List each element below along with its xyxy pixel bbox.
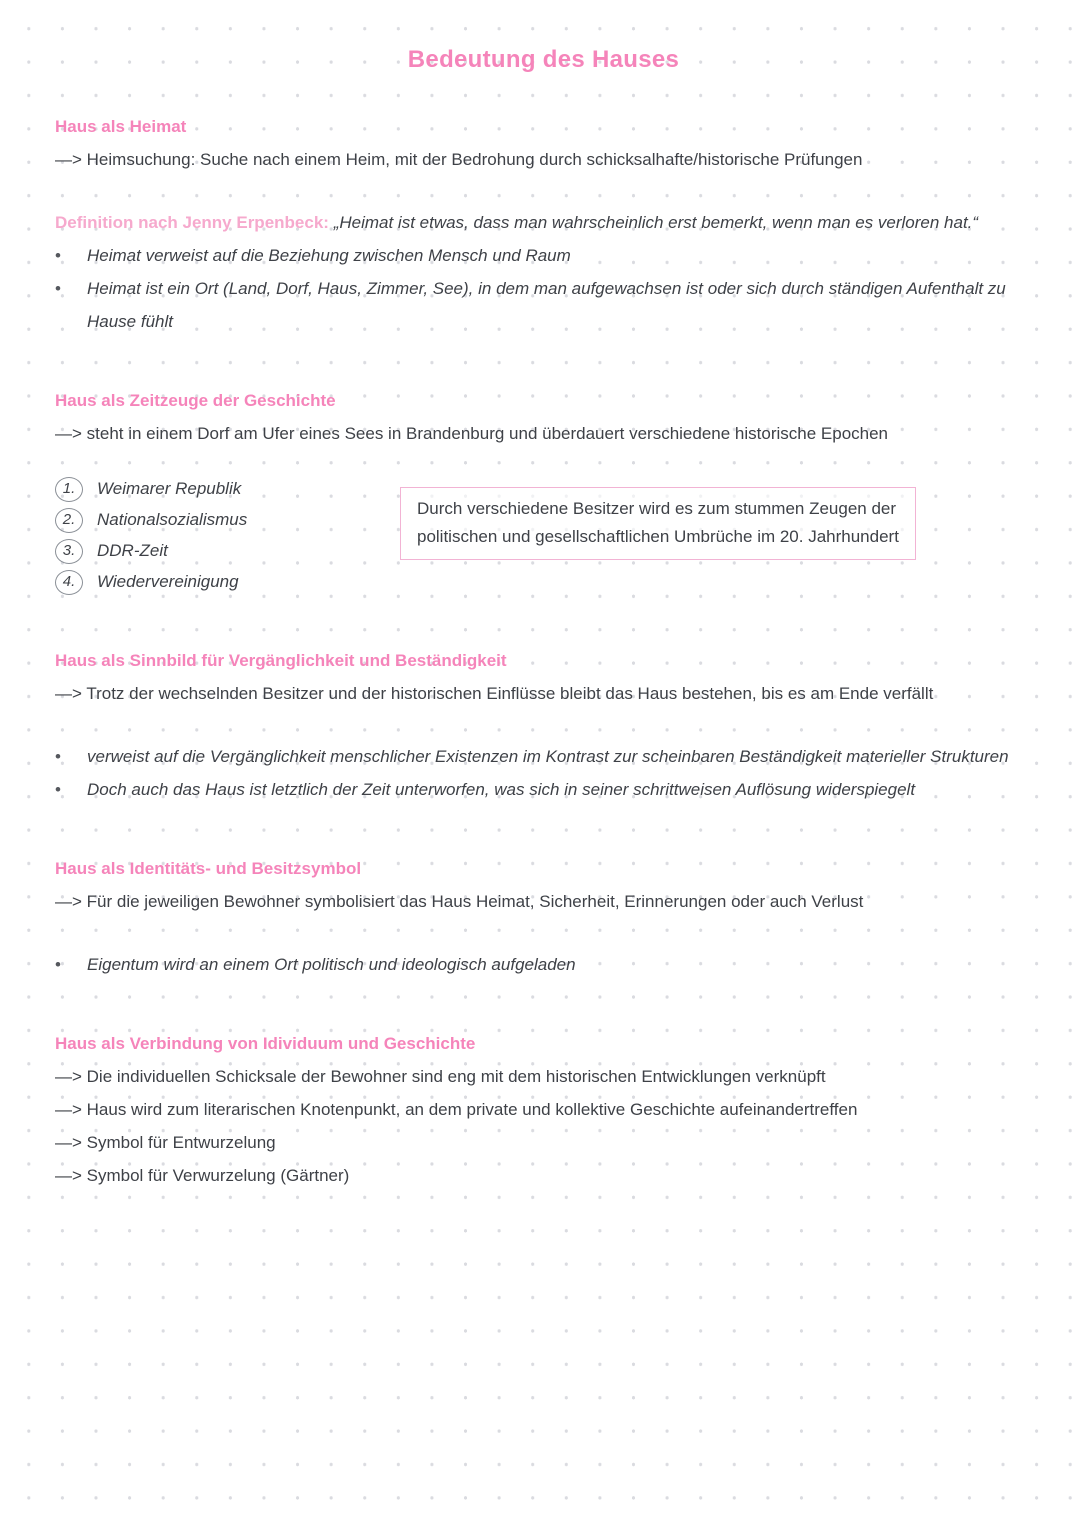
arrow-line: —> Symbol für Entwurzelung [55, 1133, 276, 1152]
bullet-text: Eigentum wird an einem Ort politisch und ideologisch aufgeladen [87, 955, 576, 974]
section-heading: Haus als Verbindung von Idividuum und Geschichte [55, 1034, 476, 1053]
numbered-item-text: Wiedervereinigung [97, 572, 239, 591]
numbered-item [55, 474, 400, 504]
arrow-line: —> Haus wird zum literarischen Knotenpunkt, an dem private und kollektive Geschichte aufeinandertreffen [55, 1100, 858, 1119]
bullet-marker: • [55, 780, 61, 799]
numbered-item-text: Nationalsozialismus [97, 510, 248, 529]
section-heimat [55, 110, 1032, 338]
page-title: Bedeutung des Hauses [407, 46, 680, 73]
bullet-item [55, 773, 1032, 806]
arrow-line: —> Für die jeweiligen Bewohner symbolisiert das Haus Heimat, Sicherheit, Erinnerungen oder auch Verlust [55, 892, 864, 911]
section-heading: Haus als Zeitzeuge der Geschichte [55, 391, 336, 410]
section-sinnbild [55, 644, 1032, 806]
numbered-list [55, 474, 400, 598]
annotation-box-line: Durch verschiedene Besitzer wird es zum stummen Zeugen der [417, 499, 897, 518]
bullet-marker: • [55, 246, 61, 265]
bullet-text: Heimat ist ein Ort (Land, Dorf, Haus, Zimmer, See), in dem man aufgewachsen ist oder sich durch ständigen Aufenthalt zu Hause fühlt [87, 279, 1006, 331]
numbered-item-text: Weimarer Republik [97, 479, 242, 498]
numbered-item [55, 505, 400, 535]
bullet-text: Doch auch das Haus ist letztlich der Zeit unterworfen, was sich in seiner schrittweisen Auflösung widerspiegelt [87, 780, 916, 799]
bullet-item [55, 948, 1032, 981]
section-zeitzeuge [55, 384, 1032, 598]
arrow-line: —> Heimsuchung: Suche nach einem Heim, mit der Bedrohung durch schicksalhafte/historische Prüfungen [55, 150, 863, 169]
arrow-line: —> Trotz der wechselnden Besitzer und der historischen Einflüsse bleibt das Haus bestehen, bis es am Ende verfällt [55, 684, 934, 703]
numbered-item [55, 536, 400, 566]
arrow-line: —> steht in einem Dorf am Ufer eines Sees in Brandenburg und überdauert verschiedene historische Epochen [55, 424, 889, 443]
bullet-item [55, 239, 1032, 272]
number-circle: 4. [55, 570, 83, 595]
bullet-text: verweist auf die Vergänglichkeit menschlicher Existenzen im Kontrast zur scheinbaren Beständigkeit materieller Strukturen [87, 747, 1009, 766]
section-heading: Haus als Identitäts- und Besitzsymbol [55, 859, 362, 878]
definition-line [55, 206, 1032, 239]
arrow-line: —> Die individuellen Schicksale der Bewohner sind eng mit dem historischen Entwicklungen verknüpft [55, 1067, 826, 1086]
bullet-item [55, 740, 1032, 773]
number-circle: 3. [55, 539, 83, 564]
arrow-line: —> Symbol für Verwurzelung (Gärtner) [55, 1166, 350, 1185]
bullet-marker: • [55, 747, 61, 766]
definition-quote: „Heimat ist etwas, dass man wahrscheinlich erst bemerkt, wenn man es verloren hat.“ [333, 213, 979, 232]
bullet-marker: • [55, 279, 61, 298]
section-heading: Haus als Heimat [55, 117, 187, 136]
bullet-item [55, 272, 1032, 338]
numbered-list-row [55, 474, 1032, 598]
section-heading: Haus als Sinnbild für Vergänglichkeit und Beständigkeit [55, 651, 507, 670]
annotation-box-line: politischen und gesellschaftlichen Umbrüche im 20. Jahrhundert [417, 527, 899, 546]
bullet-marker: • [55, 955, 61, 974]
number-circle: 2. [55, 508, 83, 533]
annotation-box [400, 487, 916, 560]
section-identitaet [55, 852, 1032, 981]
numbered-item-text: DDR-Zeit [97, 541, 168, 560]
section-verbindung [55, 1027, 1032, 1192]
bullet-text: Heimat verweist auf die Beziehung zwischen Mensch und Raum [87, 246, 571, 265]
number-circle: 1. [55, 477, 83, 502]
numbered-item [55, 567, 400, 597]
definition-label: Definition nach Jenny Erpenbeck: [55, 213, 329, 232]
